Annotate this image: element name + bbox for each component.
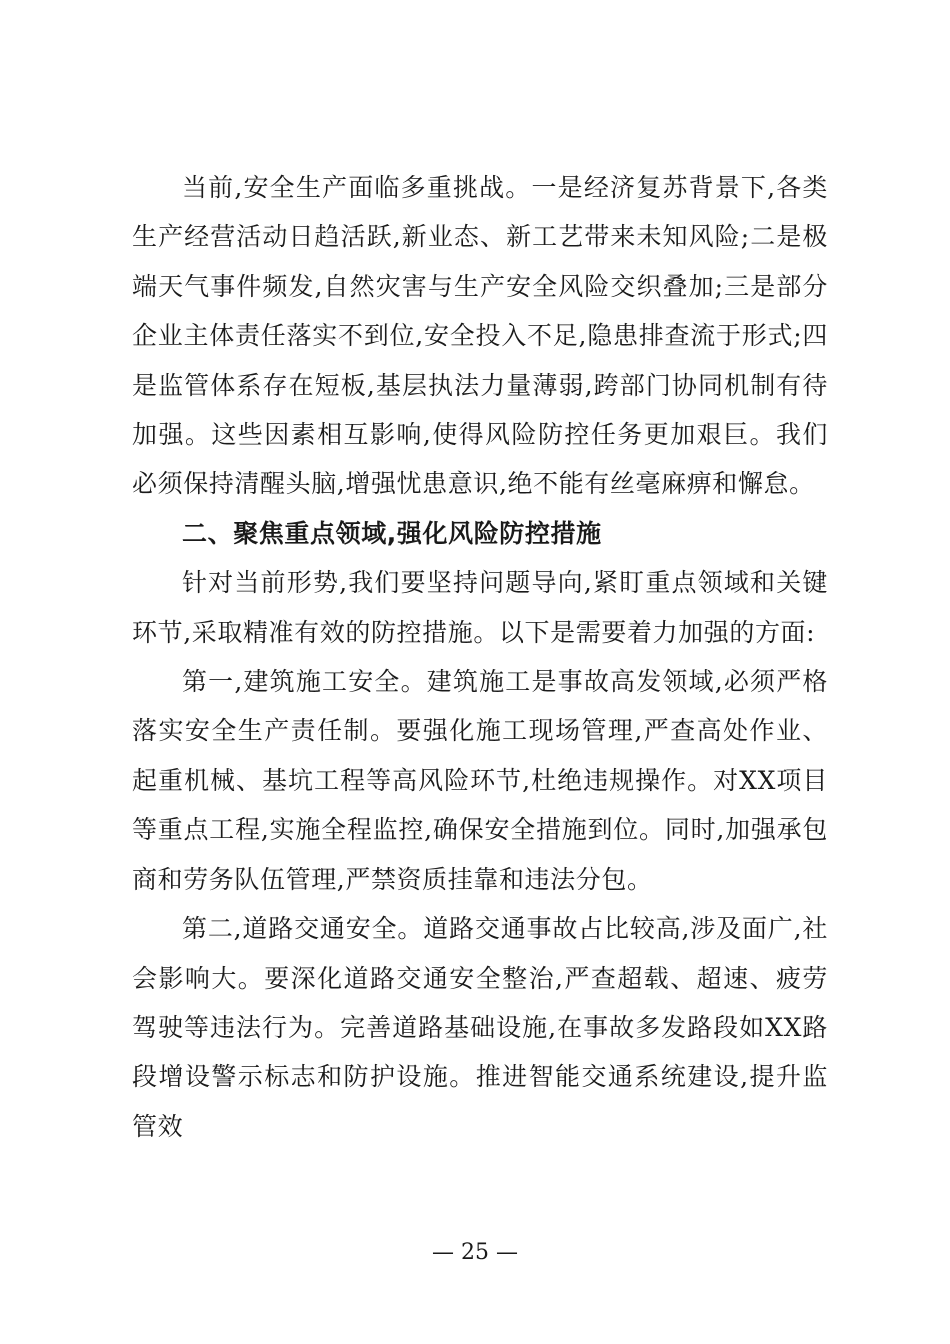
- page-number: — 25 —: [432, 1240, 518, 1265]
- section-heading-2: 二、聚焦重点领域,强化风险防控措施: [182, 518, 602, 548]
- document-body: [132, 163, 828, 1151]
- paragraph-challenges: 当前,安全生产面临多重挑战。一是经济复苏背景下,各类生产经营活动日趋活跃,新业态、新工艺带来未知风险;二是极端天气事件频发,自然灾害与生产安全风险交织叠加;三是部分企业主体责任落实不到位,安全投入不足,隐患排查流于形式;四是监管体系存在短板,基层执法力量薄弱,跨部门协同机制有待加强。这些因素相互影响,使得风险防控任务更加艰巨。我们必须保持清醒头脑,增强忧患意识,绝不能有丝毫麻痹和懈怠。: [132, 173, 828, 499]
- paragraph-intro-measures: 针对当前形势,我们要坚持问题导向,紧盯重点领域和关键环节,采取精准有效的防控措施。以下是需要着力加强的方面:: [132, 568, 828, 647]
- paragraph-road-traffic-safety: 第二,道路交通安全。道路交通事故占比较高,涉及面广,社会影响大。要深化道路交通安全整治,严查超载、超速、疲劳驾驶等违法行为。完善道路基础设施,在事故多发路段如XX路段增设警示标志和防护设施。推进智能交通系统建设,提升监管效: [132, 914, 828, 1141]
- paragraph-construction-safety: 第一,建筑施工安全。建筑施工是事故高发领域,必须严格落实安全生产责任制。要强化施工现场管理,严查高处作业、起重机械、基坑工程等高风险环节,杜绝违规操作。对XX项目等重点工程,实施全程监控,确保安全措施到位。同时,加强承包商和劳务队伍管理,严禁资质挂靠和违法分包。: [132, 667, 828, 894]
